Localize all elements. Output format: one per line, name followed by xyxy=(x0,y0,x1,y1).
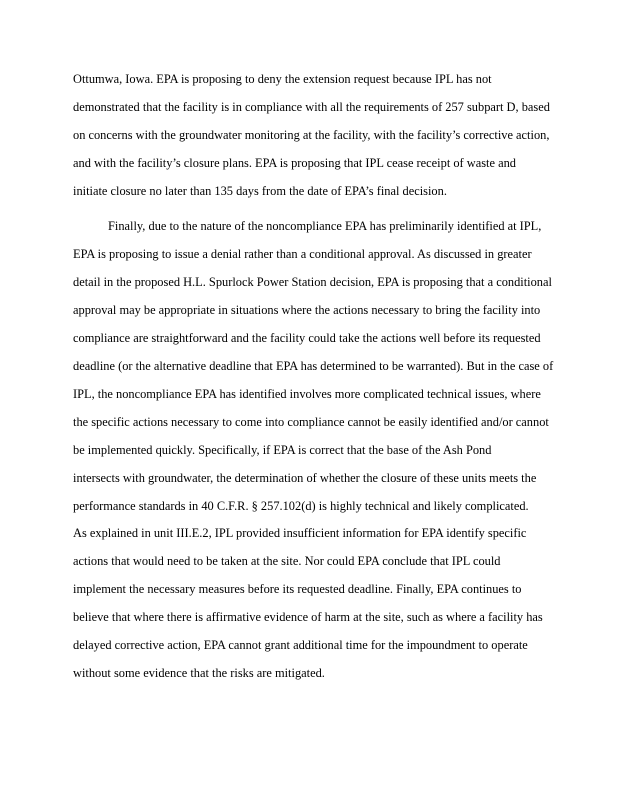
paragraph2-line-6: deadline (or the alternative deadline that EPA has determined to be warranted). But in the case of xyxy=(73,359,554,373)
paragraph2-line-7: IPL, the noncompliance EPA has identified involves more complicated technical issues, where xyxy=(73,387,541,401)
paragraph2-line-17: without some evidence that the risks are mitigated. xyxy=(73,666,325,680)
paragraph1-line-1: Ottumwa, Iowa. EPA is proposing to deny the extension request because IPL has not xyxy=(73,72,492,86)
paragraph2-line-1: Finally, due to the nature of the noncompliance EPA has preliminarily identified at IPL, xyxy=(108,219,542,233)
paragraph2-line-11: performance standards in 40 C.F.R. § 257.102(d) is highly technical and likely complicated. xyxy=(73,499,529,513)
paragraph2-line-14: implement the necessary measures before its requested deadline. Finally, EPA continues to xyxy=(73,582,522,596)
paragraph2-line-2: EPA is proposing to issue a denial rather than a conditional approval. As discussed in greater xyxy=(73,247,532,261)
paragraph2-line-13: actions that would need to be taken at the site. Nor could EPA conclude that IPL could xyxy=(73,554,501,568)
paragraph2-line-16: delayed corrective action, EPA cannot grant additional time for the impoundment to operate xyxy=(73,638,528,652)
paragraph2-line-8: the specific actions necessary to come into compliance cannot be easily identified and/or cannot xyxy=(73,415,549,429)
paragraph2-line-15: believe that where there is affirmative evidence of harm at the site, such as where a facility has xyxy=(73,610,543,624)
paragraph2-line-4: approval may be appropriate in situations where the actions necessary to bring the facility into xyxy=(73,303,541,317)
paragraph1-line-3: on concerns with the groundwater monitoring at the facility, with the facility’s corrective action, xyxy=(73,128,550,142)
paragraph1-line-5: initiate closure no later than 135 days from the date of EPA’s final decision. xyxy=(73,184,447,198)
paragraph2-line-10: intersects with groundwater, the determination of whether the closure of these units meets the xyxy=(73,471,537,485)
paragraph2-line-12: As explained in unit III.E.2, IPL provided insufficient information for EPA identify specific xyxy=(73,526,527,540)
paragraph2-line-9: be implemented quickly. Specifically, if EPA is correct that the base of the Ash Pond xyxy=(73,443,492,457)
paragraph2-line-3: detail in the proposed H.L. Spurlock Power Station decision, EPA is proposing that a conditional xyxy=(73,275,552,289)
paragraph1-line-4: and with the facility’s closure plans. EPA is proposing that IPL cease receipt of waste and xyxy=(73,156,516,170)
paragraph2-line-5: compliance are straightforward and the facility could take the actions well before its requested xyxy=(73,331,541,345)
paragraph1-line-2: demonstrated that the facility is in compliance with all the requirements of 257 subpart D, based xyxy=(73,100,550,114)
